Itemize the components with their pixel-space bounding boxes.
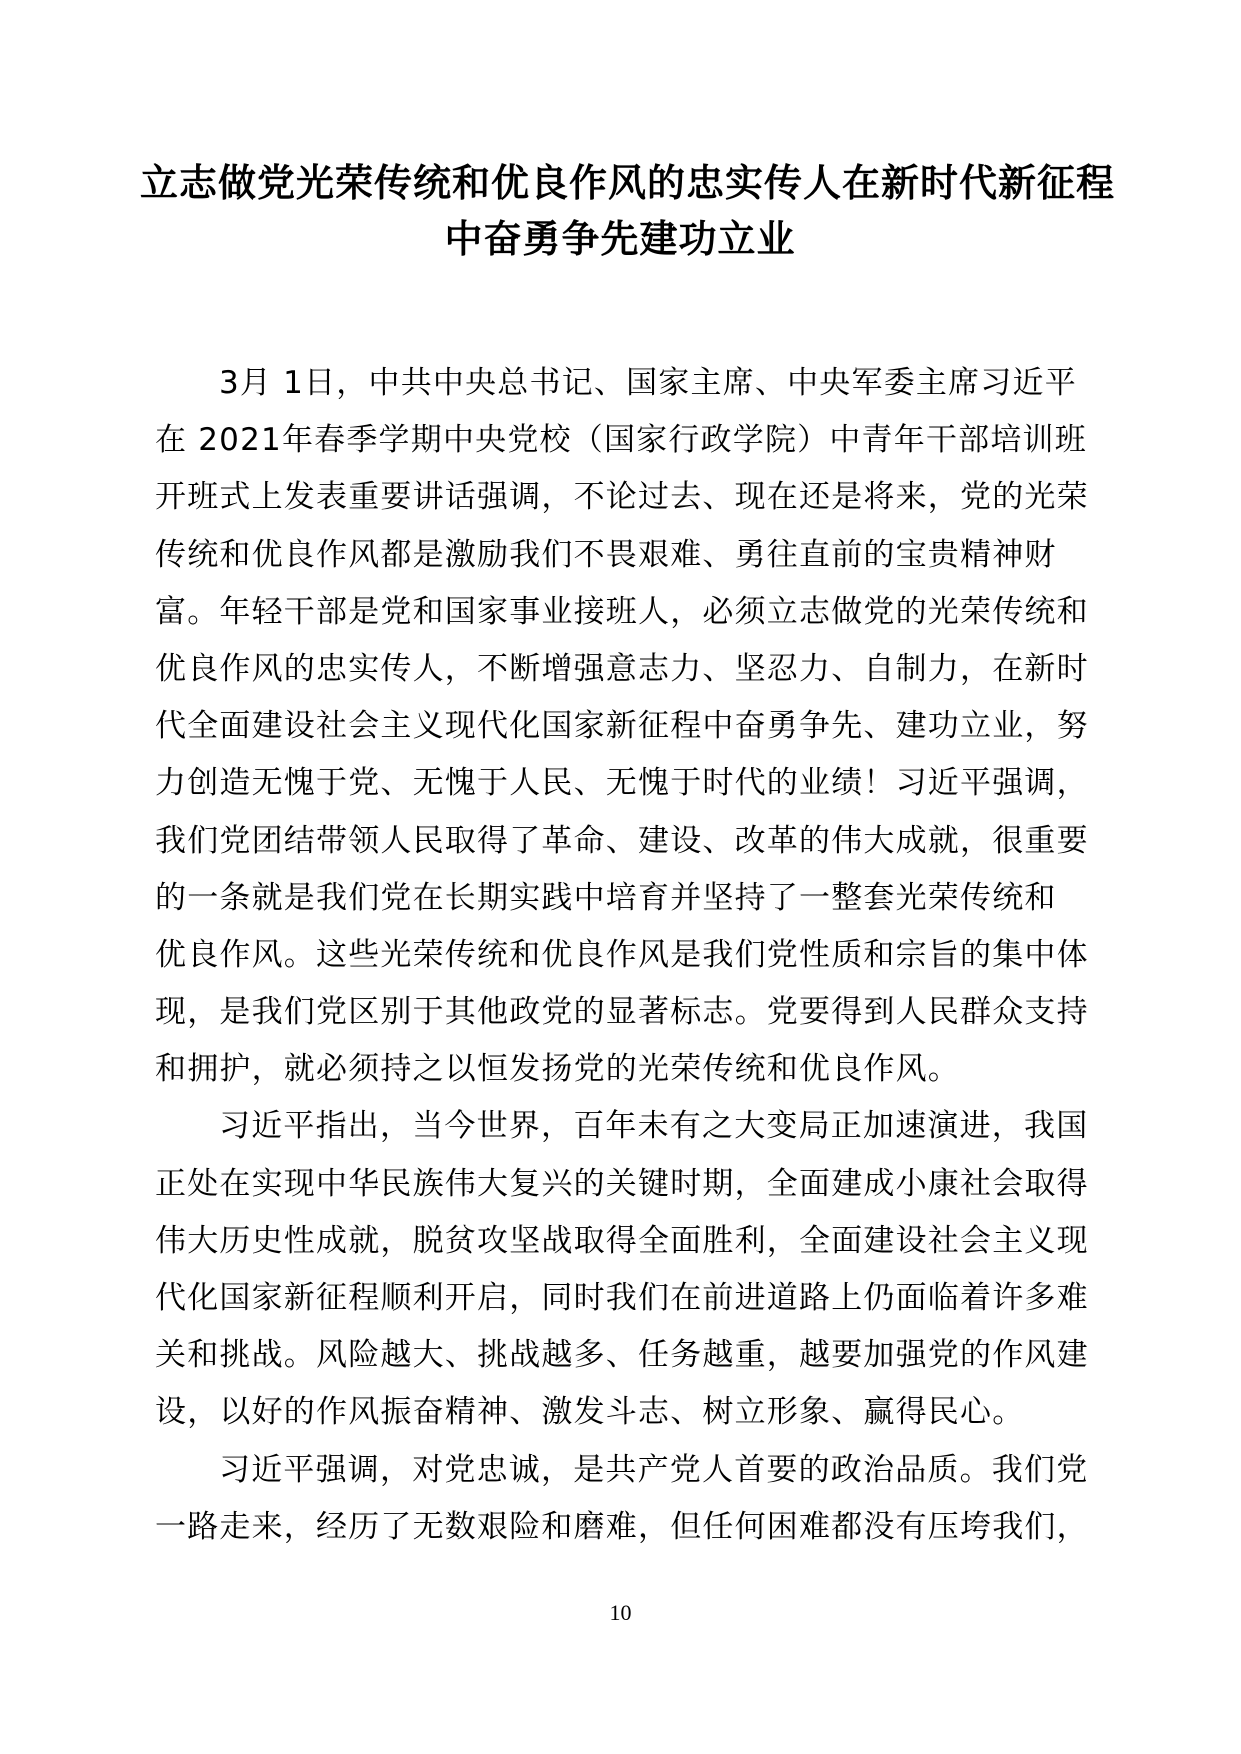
text-line: 代全面建设社会主义现代化国家新征程中奋勇争先、建功立业，努 <box>155 708 1089 745</box>
text-line: 习近平指出，当今世界，百年未有之大变局正加速演进，我国 <box>219 1108 1089 1145</box>
text-line: 关和挑战。风险越大、挑战越多、任务越重，越要加强党的作风建 <box>155 1337 1089 1374</box>
title-line: 立志做党光荣传统和优良作风的忠实传人在新时代新征程 <box>140 160 1116 205</box>
page-number: 10 <box>609 1600 632 1625</box>
title-line: 中奋勇争先建功立业 <box>444 216 796 261</box>
text-line: 3月 1日，中共中央总书记、国家主席、中央军委主席习近平 <box>219 365 1077 401</box>
text-line: 习近平强调，对党忠诚，是共产党人首要的政治品质。我们党 <box>219 1451 1089 1488</box>
paragraph <box>155 1098 1105 1441</box>
text-line: 正处在实现中华民族伟大复兴的关键时期，全面建成小康社会取得 <box>155 1165 1089 1202</box>
text-line: 和拥护，就必须持之以恒发扬党的光荣传统和优良作风。 <box>155 1051 960 1088</box>
text-line: 传统和优良作风都是激励我们不畏艰难、勇往直前的宝贵精神财 <box>155 536 1057 573</box>
text-line: 设，以好的作风振奋精神、激发斗志、树立形象、赢得民心。 <box>155 1394 1025 1431</box>
text-line: 代化国家新征程顺利开启，同时我们在前进道路上仍面临着许多难 <box>155 1280 1089 1316</box>
text-line: 优良作风的忠实传人，不断增强意志力、坚忍力、自制力，在新时 <box>155 650 1089 687</box>
text-line: 一路走来，经历了无数艰险和磨难，但任何困难都没有压垮我们， <box>155 1508 1089 1545</box>
text-line: 优良作风。这些光荣传统和优良作风是我们党性质和宗旨的集中体 <box>155 936 1089 973</box>
text-line: 开班式上发表重要讲话强调，不论过去、现在还是将来，党的光荣 <box>155 479 1089 516</box>
text-line: 在 2021年春季学期中央党校（国家行政学院）中青年干部培训班 <box>155 422 1087 459</box>
document-title <box>140 155 1116 267</box>
paragraph <box>155 1442 1105 1556</box>
document-body <box>155 355 1105 1556</box>
text-line: 现，是我们党区别于其他政党的显著标志。党要得到人民群众支持 <box>155 994 1089 1031</box>
text-line: 我们党团结带领人民取得了革命、建设、改革的伟大成就，很重要 <box>155 822 1089 859</box>
text-line: 力创造无愧于党、无愧于人民、无愧于时代的业绩！习近平强调， <box>155 765 1089 802</box>
text-line: 伟大历史性成就，脱贫攻坚战取得全面胜利，全面建设社会主义现 <box>155 1222 1089 1259</box>
text-line: 富。年轻干部是党和国家事业接班人，必须立志做党的光荣传统和 <box>155 593 1089 630</box>
text-line: 的一条就是我们党在长期实践中培育并坚持了一整套光荣传统和 <box>155 879 1057 916</box>
paragraph <box>155 355 1105 1098</box>
